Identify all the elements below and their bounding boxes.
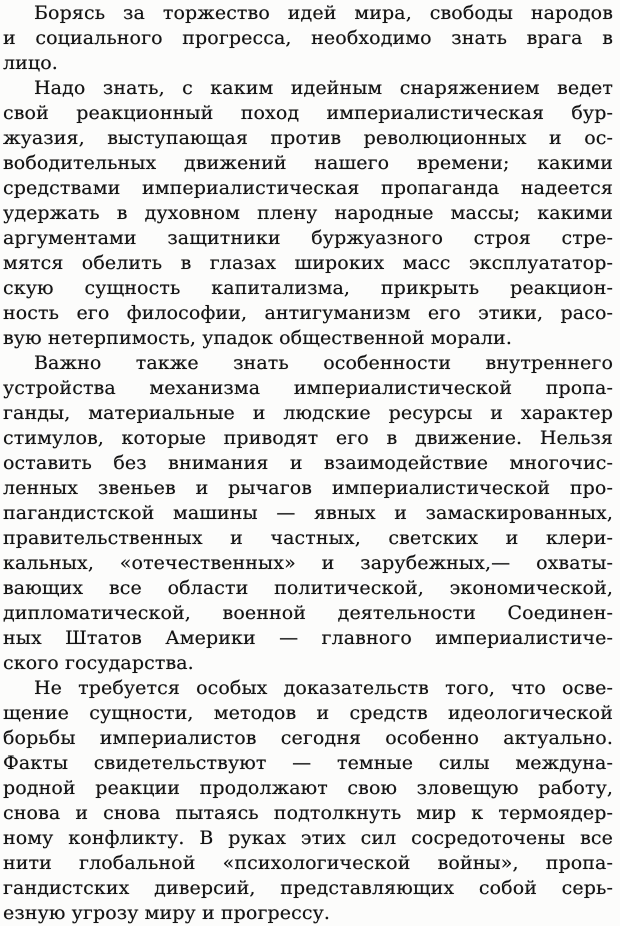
text-line: средствами империалистическая пропаганда надеется: [3, 177, 613, 199]
text-line: правительственных и частных, светских и клери-: [3, 527, 613, 549]
text-line: Важно также знать особенности внутреннего: [34, 352, 613, 374]
text-line: Не требуется особых доказательств того, что осве-: [34, 677, 613, 699]
text-line: родной реакции продолжают свою зловещую работу,: [3, 777, 613, 799]
text-line: Надо знать, с каким идейным снаряжением ведет: [34, 77, 613, 99]
text-line: Факты свидетельствуют — темные силы междуна-: [3, 752, 613, 774]
text-line: ганды, материальные и людские ресурсы и характер: [3, 402, 613, 424]
text-line: ных Штатов Америки — главного империалистиче-: [3, 627, 613, 649]
text-line: лицо.: [3, 52, 58, 74]
text-line: борьбы империалистов сегодня особенно актуально.: [3, 727, 613, 749]
text-line: ность его философии, антигуманизм его этики, расо-: [3, 302, 613, 324]
text-line: устройства механизма империалистической пропа-: [3, 377, 613, 399]
text-line: Борясь за торжество идей мира, свободы народов: [34, 2, 613, 24]
text-line: снова и снова пытаясь подтолкнуть мир к термоядер-: [3, 802, 613, 824]
text-line: и социального прогресса, необходимо знать врага в: [3, 27, 613, 49]
text-line: щение сущности, методов и средств идеологической: [3, 702, 613, 724]
page-text: [3, 1, 613, 926]
text-line: нити глобальной «психологической войны», пропа-: [3, 852, 613, 874]
text-line: кальных, «отечественных» и зарубежных,— охваты-: [3, 552, 613, 574]
text-line: мятся обелить в глазах широких масс эксплуататор-: [3, 252, 613, 274]
text-line: аргументами защитники буржуазного строя стре-: [3, 227, 613, 249]
text-line: пагандистской машины — явных и замаскированных,: [3, 502, 613, 524]
text-line: езную угрозу миру и прогрессу.: [3, 902, 331, 924]
text-line: ленных звеньев и рычагов империалистической про-: [3, 477, 613, 499]
text-line: свой реакционный поход империалистическая бур-: [3, 102, 613, 124]
text-line: ского государства.: [3, 652, 194, 674]
text-line: гандистских диверсий, представляющих собой серь-: [3, 877, 613, 899]
text-line: вую нетерпимость, упадок общественной морали.: [3, 327, 512, 349]
text-line: вающих все области политической, экономической,: [3, 577, 613, 599]
text-line: оставить без внимания и взаимодействие многочис-: [3, 452, 613, 474]
text-line: вободительных движений нашего времени; какими: [3, 152, 613, 174]
text-line: жуазия, выступающая против революционных и ос-: [3, 127, 613, 149]
text-line: ному конфликту. В руках этих сил сосредоточены все: [3, 827, 613, 849]
text-line: скую сущность капитализма, прикрыть реакцион-: [3, 277, 613, 299]
text-line: стимулов, которые приводят его в движение. Нельзя: [3, 427, 613, 449]
text-line: удержать в духовном плену народные массы; какими: [3, 202, 613, 224]
text-line: дипломатической, военной деятельности Соединен-: [3, 602, 613, 624]
